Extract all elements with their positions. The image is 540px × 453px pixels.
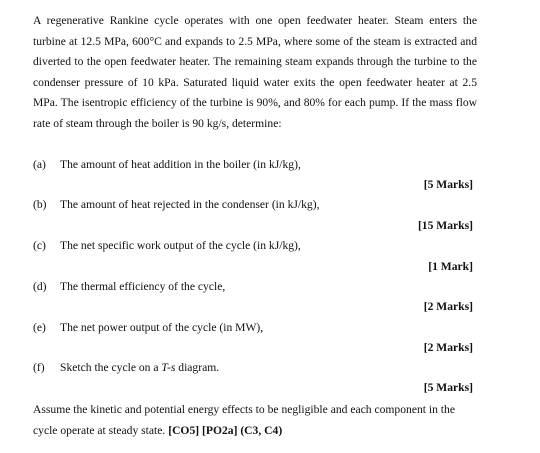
question-f	[33, 360, 219, 375]
question-f-text-italic: T-s	[161, 361, 176, 374]
question-b-label: (b)	[33, 198, 47, 211]
question-c-label: (c)	[33, 239, 46, 252]
problem-statement: A regenerative Rankine cycle operates with one open feedwater heater. Steam enters the turbine at 12.5 MPa, 600°C and expands to 2.5 MPa, where some of the steam is extracted and diverted to the open feedwater heater. The remaining steam expands through the turbine to the condenser pressure of 10 kPa. Saturated liquid water exits the open feedwater heater at 2.5 MPa. The isentropic efficiency of the turbine is 90%, and 80% for each pump. If the mass flow rate of steam through the boiler is 90 kg/s, determine:	[33, 14, 477, 130]
question-c-text: The net specific work output of the cycle (in kJ/kg),	[60, 239, 301, 252]
question-d-text: The thermal efficiency of the cycle,	[60, 280, 226, 293]
assumptions-text: Assume the kinetic and potential energy effects to be negligible and each component in the cycle operate at steady state.	[33, 403, 455, 437]
question-f-text-prefix: Sketch the cycle on a	[60, 361, 162, 374]
question-f-marks: [5 Marks]	[423, 381, 473, 394]
question-b-marks: [15 Marks]	[417, 219, 473, 232]
question-a-label: (a)	[33, 158, 46, 171]
outcome-tags: [CO5] [PO2a] (C3, C4)	[168, 424, 283, 437]
question-e-text: The net power output of the cycle (in MW),	[60, 321, 264, 334]
question-f-label: (f)	[33, 361, 45, 374]
question-b-text: The amount of heat rejected in the condenser (in kJ/kg),	[60, 198, 320, 211]
question-f-text-suffix: diagram.	[175, 361, 220, 374]
assumptions-note	[33, 399, 477, 441]
question-c-marks: [1 Mark]	[428, 260, 473, 273]
question-a	[33, 157, 301, 172]
question-b	[33, 197, 319, 212]
question-e	[33, 320, 263, 335]
question-d	[33, 279, 225, 294]
question-d-label: (d)	[33, 280, 47, 293]
question-a-marks: [5 Marks]	[423, 178, 473, 191]
question-a-text: The amount of heat addition in the boiler (in kJ/kg),	[60, 158, 301, 171]
question-e-marks: [2 Marks]	[423, 341, 473, 354]
question-e-label: (e)	[33, 321, 46, 334]
question-c	[33, 238, 301, 253]
question-d-marks: [2 Marks]	[423, 300, 473, 313]
